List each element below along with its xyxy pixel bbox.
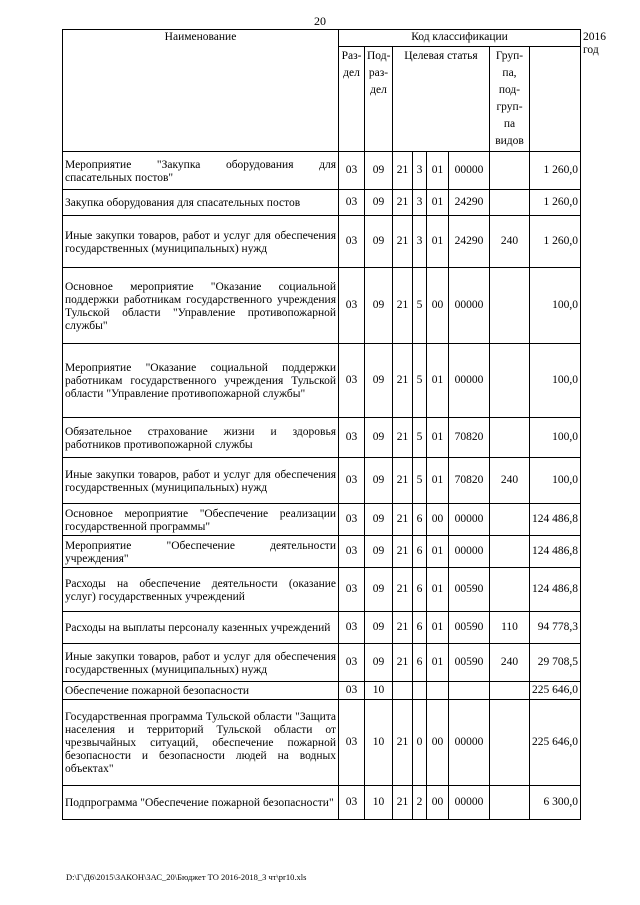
budget-table: Наименование Код классификации 2016 год Раз-дел Под-раз-дел Целевая статья Груп-па, под-груп-па видов Мероприятие "Закупка оборудования для спасательных постов" 03 09 21 3 01 00000 1 260,0 Закупка оборудования для спасательных постов 03 09 21 3 01 24290 1 260,0 Иные закупки товаров, работ и услуг для обеспечения государственных (муниципальных) нужд 03 09 21 3 01 24290 240 1 260,0 Основное мероприятие "Оказание социальной поддержки работникам государственного учреждения Тульской области "Управление противопожарной службы" 03 09 21 5 00 00000 100,0 Мероприятие "Оказание социальной поддержки работникам государственного учреждения Тульской области "Управление противопожарной службы" 03 09 21 5 01 00000 100,0 Обязательное страхование жизни и здоровья работников противопожарной службы 03 09 21 5 01 70820 100,0 Иные закупки товаров, работ и услуг для обеспечения государственных (муниципальных) нужд 03 09 21 5 01 70820 240 100,0 Основное мероприятие "Обеспечение реализации государственной программы" 03 09 21 6 00 00000 124 486,8 Мероприятие "Обеспечение деятельности учреждения" 03 09 21 6 01 00000 124 486,8 Расходы на обеспечение деятельности (оказание услуг) государственных учреждений 03 09 21 6 01 00590 124 486,8 Расходы на выплаты персоналу казенных учреждений 03 09 21 6 01 00590 110 94 778,3 Иные закупки товаров, работ и услуг для обеспечения государственных (муниципальных) нужд 03 09 21 6 01 00590 240 29 708,5 Обеспечение пожарной безопасности 03 10 225 646,0 Государственная программа Тульской области "Защита населения и территорий Тульской области от чрезвычайных ситуаций, обеспечение пожарной безопасности и безопасности людей на водных объектах" 03 10 21 0 00 00000 225 646,0 Подпрограмма "Обеспечение пожарной безопасности" 03 10 21 2 00 00000 6 300,0 [62, 29, 581, 820]
header-section: Раз-дел [339, 47, 365, 152]
row-name: Государственная программа Тульской области "Защита населения и территорий Тульской области от чрезвычайных ситуаций, обеспечение пожарной безопасности и безопасности людей на водных объектах" [63, 700, 339, 786]
row-target-event: 00 [427, 700, 449, 786]
row-expense-group [490, 536, 530, 568]
row-name: Основное мероприятие "Оказание социальной поддержки работникам государственного учреждения Тульской области "Управление противопожарной службы" [63, 268, 339, 344]
row-expense-group: 240 [490, 458, 530, 504]
row-target-program: 21 [393, 344, 413, 418]
row-target-direction: 00000 [449, 344, 490, 418]
header-group: Груп-па, под-груп-па видов [490, 47, 530, 152]
row-section: 03 [339, 418, 365, 458]
row-name: Основное мероприятие "Обеспечение реализации государственной программы" [63, 504, 339, 536]
table-row [63, 418, 581, 458]
row-expense-group [490, 568, 530, 612]
row-target-direction: 00590 [449, 644, 490, 682]
row-subsection: 09 [365, 568, 393, 612]
row-expense-group: 240 [490, 644, 530, 682]
row-target-event: 01 [427, 568, 449, 612]
row-target-subprogram: 3 [413, 216, 427, 268]
row-name: Подпрограмма "Обеспечение пожарной безопасности" [63, 786, 339, 820]
row-expense-group: 110 [490, 612, 530, 644]
row-target-subprogram: 5 [413, 268, 427, 344]
row-target-event: 01 [427, 152, 449, 190]
row-section: 03 [339, 682, 365, 700]
row-name: Расходы на выплаты персоналу казенных учреждений [63, 612, 339, 644]
row-target-direction [449, 682, 490, 700]
header-classification: Код классификации [339, 30, 581, 47]
row-amount: 124 486,8 [530, 504, 581, 536]
row-expense-group [490, 268, 530, 344]
row-target-subprogram: 5 [413, 458, 427, 504]
row-subsection: 09 [365, 152, 393, 190]
row-expense-group [490, 786, 530, 820]
row-target-subprogram: 5 [413, 344, 427, 418]
row-subsection: 09 [365, 268, 393, 344]
row-expense-group [490, 152, 530, 190]
row-target-direction: 24290 [449, 216, 490, 268]
row-target-direction: 70820 [449, 418, 490, 458]
row-name: Закупка оборудования для спасательных постов [63, 190, 339, 216]
row-target-event: 01 [427, 644, 449, 682]
table-row [63, 644, 581, 682]
table-row [63, 700, 581, 786]
row-amount: 1 260,0 [530, 190, 581, 216]
row-section: 03 [339, 612, 365, 644]
row-target-subprogram [413, 682, 427, 700]
row-expense-group [490, 190, 530, 216]
row-amount: 29 708,5 [530, 644, 581, 682]
table-row [63, 786, 581, 820]
row-target-subprogram: 3 [413, 152, 427, 190]
row-section: 03 [339, 504, 365, 536]
row-subsection: 09 [365, 458, 393, 504]
row-amount: 225 646,0 [530, 682, 581, 700]
row-amount: 1 260,0 [530, 152, 581, 190]
header-target: Целевая статья [393, 47, 490, 152]
file-path-footer: D:\Г\Д6\2015\ЗАКОН\ЗАС_20\Бюджет ТО 2016-2018_3 чт\pr10.xls [66, 872, 307, 882]
row-target-direction: 00590 [449, 568, 490, 612]
row-target-direction: 70820 [449, 458, 490, 504]
row-target-program: 21 [393, 568, 413, 612]
row-subsection: 09 [365, 536, 393, 568]
row-name: Обеспечение пожарной безопасности [63, 682, 339, 700]
row-name: Мероприятие "Закупка оборудования для спасательных постов" [63, 152, 339, 190]
table-body [63, 152, 581, 820]
row-target-program: 21 [393, 786, 413, 820]
table-row [63, 268, 581, 344]
row-target-program: 21 [393, 458, 413, 504]
row-target-event: 00 [427, 268, 449, 344]
header-name: Наименование [63, 30, 339, 152]
row-target-program: 21 [393, 612, 413, 644]
row-target-event: 01 [427, 344, 449, 418]
row-target-subprogram: 6 [413, 644, 427, 682]
row-target-program: 21 [393, 418, 413, 458]
row-name: Иные закупки товаров, работ и услуг для обеспечения государственных (муниципальных) нужд [63, 458, 339, 504]
row-amount: 1 260,0 [530, 216, 581, 268]
row-target-event: 01 [427, 418, 449, 458]
row-target-direction: 24290 [449, 190, 490, 216]
row-target-subprogram: 5 [413, 418, 427, 458]
row-name: Иные закупки товаров, работ и услуг для обеспечения государственных (муниципальных) нужд [63, 644, 339, 682]
row-section: 03 [339, 216, 365, 268]
row-amount: 124 486,8 [530, 536, 581, 568]
row-expense-group [490, 344, 530, 418]
row-section: 03 [339, 458, 365, 504]
table-row [63, 612, 581, 644]
table-row [63, 536, 581, 568]
row-expense-group [490, 504, 530, 536]
row-section: 03 [339, 190, 365, 216]
row-target-event [427, 682, 449, 700]
row-target-event: 00 [427, 786, 449, 820]
row-subsection: 09 [365, 612, 393, 644]
row-subsection: 10 [365, 700, 393, 786]
table-row [63, 504, 581, 536]
row-target-program: 21 [393, 644, 413, 682]
row-target-subprogram: 0 [413, 700, 427, 786]
row-name: Мероприятие "Обеспечение деятельности учреждения" [63, 536, 339, 568]
row-target-direction: 00000 [449, 786, 490, 820]
row-name: Иные закупки товаров, работ и услуг для обеспечения государственных (муниципальных) нужд [63, 216, 339, 268]
row-section: 03 [339, 786, 365, 820]
row-target-event: 00 [427, 504, 449, 536]
page-number: 20 [314, 14, 326, 28]
row-target-subprogram: 6 [413, 536, 427, 568]
row-target-subprogram: 6 [413, 568, 427, 612]
row-target-subprogram: 6 [413, 612, 427, 644]
row-target-direction: 00000 [449, 268, 490, 344]
row-expense-group [490, 682, 530, 700]
row-target-direction: 00000 [449, 504, 490, 536]
row-amount: 100,0 [530, 344, 581, 418]
row-subsection: 09 [365, 344, 393, 418]
table-row [63, 190, 581, 216]
row-subsection: 09 [365, 190, 393, 216]
row-section: 03 [339, 568, 365, 612]
row-amount: 94 778,3 [530, 612, 581, 644]
row-subsection: 09 [365, 418, 393, 458]
row-target-event: 01 [427, 612, 449, 644]
row-target-direction: 00000 [449, 536, 490, 568]
table-row [63, 216, 581, 268]
header-subsection: Под-раз-дел [365, 47, 393, 152]
row-name: Обязательное страхование жизни и здоровья работников противопожарной службы [63, 418, 339, 458]
row-target-subprogram: 2 [413, 786, 427, 820]
table-row [63, 344, 581, 418]
row-target-event: 01 [427, 458, 449, 504]
row-amount: 6 300,0 [530, 786, 581, 820]
row-expense-group: 240 [490, 216, 530, 268]
row-target-program: 21 [393, 190, 413, 216]
row-target-program: 21 [393, 268, 413, 344]
row-target-event: 01 [427, 190, 449, 216]
row-target-program: 21 [393, 216, 413, 268]
row-target-event: 01 [427, 536, 449, 568]
row-section: 03 [339, 268, 365, 344]
row-target-program: 21 [393, 504, 413, 536]
row-name: Мероприятие "Оказание социальной поддержки работникам государственного учреждения Тульской области "Управление противопожарной службы" [63, 344, 339, 418]
row-amount: 100,0 [530, 268, 581, 344]
row-subsection: 09 [365, 504, 393, 536]
row-amount: 225 646,0 [530, 700, 581, 786]
row-subsection: 09 [365, 644, 393, 682]
row-target-program: 21 [393, 700, 413, 786]
row-section: 03 [339, 536, 365, 568]
row-amount: 124 486,8 [530, 568, 581, 612]
row-section: 03 [339, 152, 365, 190]
row-target-direction: 00590 [449, 612, 490, 644]
row-amount: 100,0 [530, 458, 581, 504]
table-row [63, 682, 581, 700]
row-section: 03 [339, 344, 365, 418]
table-row [63, 152, 581, 190]
row-section: 03 [339, 644, 365, 682]
row-expense-group [490, 418, 530, 458]
row-subsection: 10 [365, 786, 393, 820]
row-name: Расходы на обеспечение деятельности (оказание услуг) государственных учреждений [63, 568, 339, 612]
row-target-direction: 00000 [449, 700, 490, 786]
row-target-program: 21 [393, 536, 413, 568]
row-target-program [393, 682, 413, 700]
row-target-subprogram: 3 [413, 190, 427, 216]
row-subsection: 10 [365, 682, 393, 700]
row-target-event: 01 [427, 216, 449, 268]
row-target-direction: 00000 [449, 152, 490, 190]
row-target-program: 21 [393, 152, 413, 190]
table-row [63, 458, 581, 504]
row-section: 03 [339, 700, 365, 786]
row-target-subprogram: 6 [413, 504, 427, 536]
row-amount: 100,0 [530, 418, 581, 458]
table-row [63, 568, 581, 612]
row-expense-group [490, 700, 530, 786]
row-subsection: 09 [365, 216, 393, 268]
